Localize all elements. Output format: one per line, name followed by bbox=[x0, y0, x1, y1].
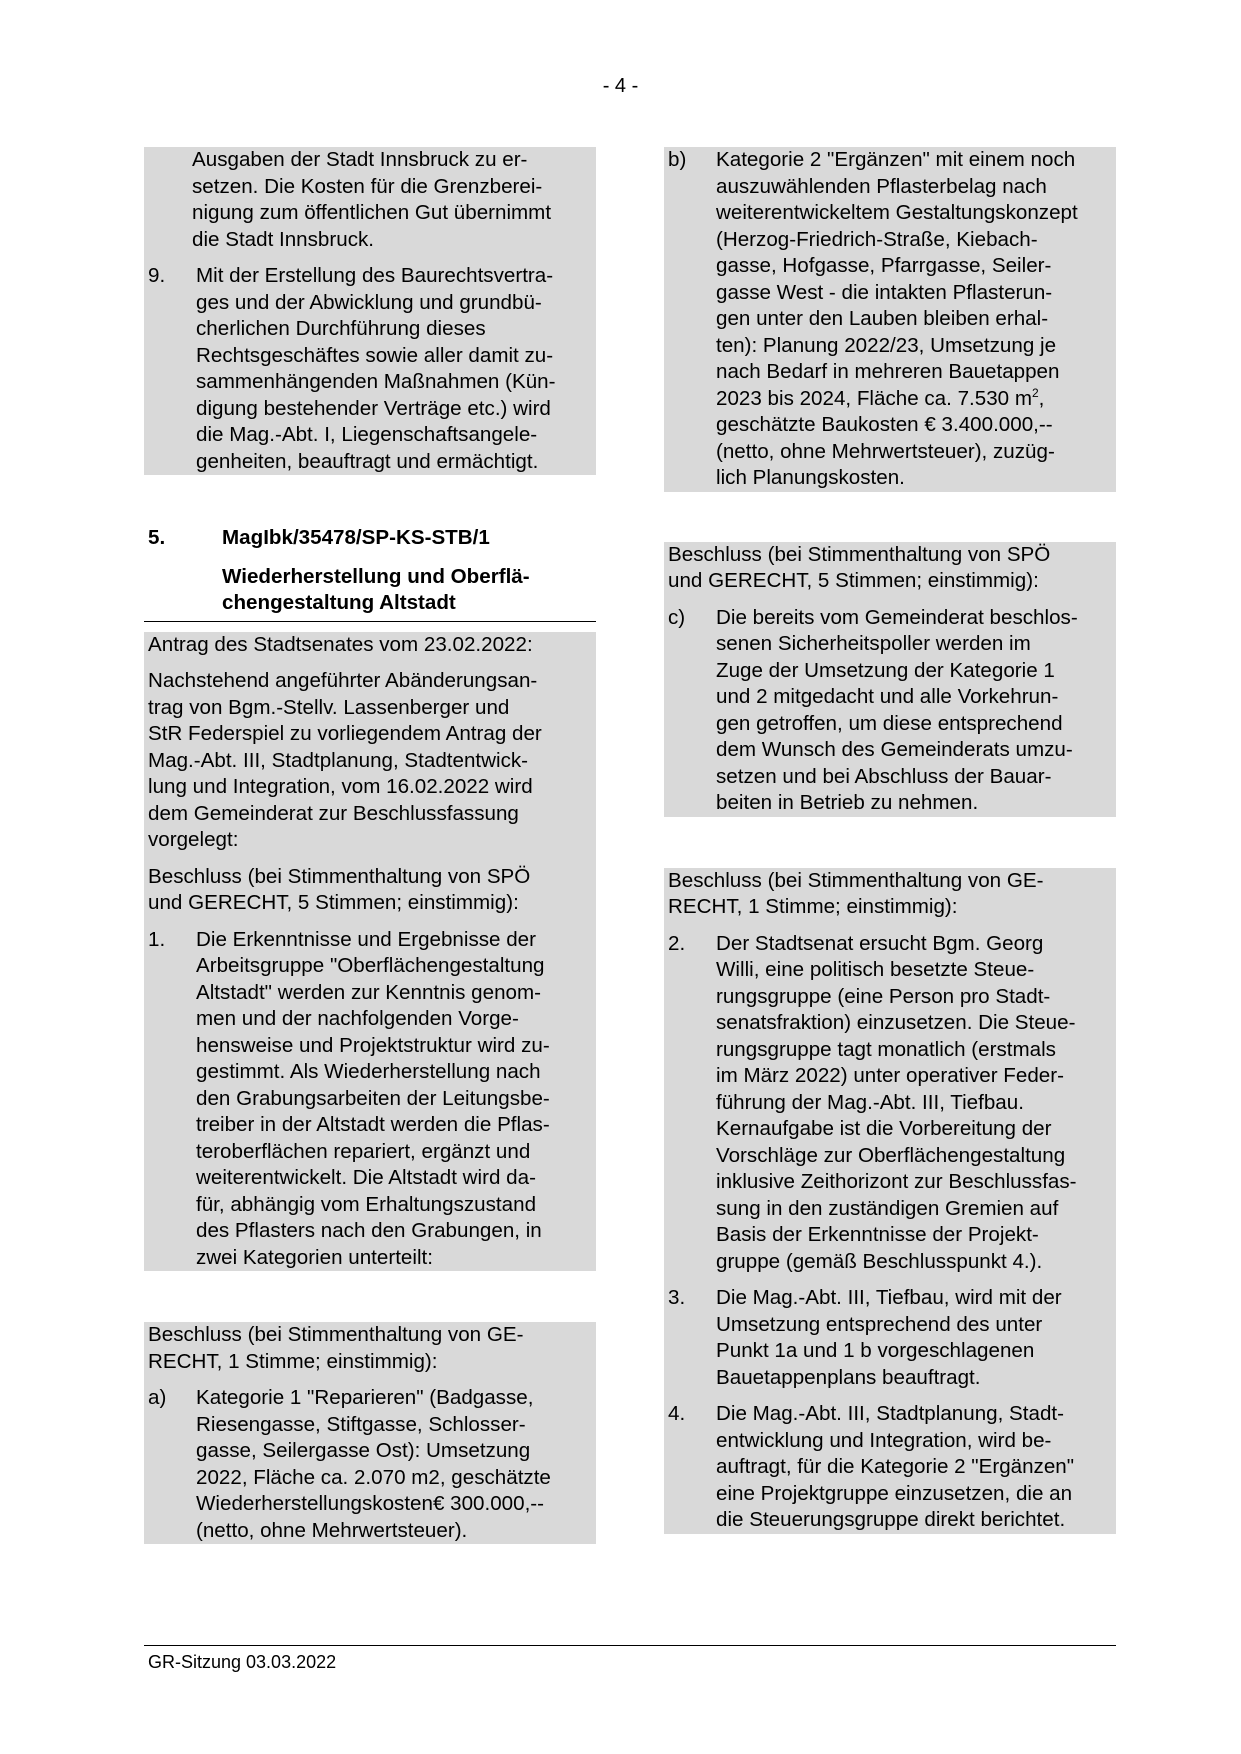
item-number: 9. bbox=[148, 264, 166, 287]
section-title bbox=[148, 564, 592, 617]
text-span: 2023 bis 2024, Fläche ca. 7.530 m bbox=[716, 386, 1032, 410]
text-line: gasse, Hofgasse, Pfarrgasse, Seiler- bbox=[716, 254, 1052, 277]
text-line: zwei Kategorien unterteilt: bbox=[196, 1245, 433, 1269]
text-line: auftragt, für die Kategorie 2 "Ergänzen" bbox=[716, 1455, 1075, 1478]
text-line: dem Gemeinderat zur Beschlussfassung bbox=[148, 801, 519, 825]
text-line: senatsfraktion) einzusetzen. Die Steue- bbox=[716, 1011, 1076, 1034]
page-number: - 4 - bbox=[602, 75, 639, 97]
text-line: und GERECHT, 5 Stimmen; einstimmig): bbox=[148, 891, 519, 914]
list-item-1 bbox=[144, 927, 596, 1272]
text-line: gruppe (gemäß Beschlusspunkt 4.). bbox=[716, 1249, 1043, 1273]
list-item-c bbox=[664, 605, 1116, 817]
text-line: den Grabungsarbeiten der Leitungsbe- bbox=[196, 1086, 550, 1110]
text-line: Altstadt" werden zur Kenntnis genom- bbox=[196, 980, 541, 1004]
text-line: senen Sicherheitspoller werden im bbox=[716, 632, 1031, 655]
text-line: Antrag des Stadtsenates vom 23.02.2022: bbox=[148, 632, 533, 656]
text-line: geschätzte Baukosten € 3.400.000,-- bbox=[716, 413, 1053, 436]
text-line: eine Projektgruppe einzusetzen, die an bbox=[716, 1481, 1073, 1505]
list-item-2 bbox=[664, 931, 1116, 1276]
text-line: dem Wunsch des Gemeinderats umzu- bbox=[716, 738, 1073, 761]
text-line: gasse West - die intakten Pflasterun- bbox=[716, 280, 1053, 304]
section-heading bbox=[144, 525, 596, 617]
text-line: RECHT, 1 Stimme; einstimmig): bbox=[668, 895, 958, 918]
text-line: gestimmt. Als Wiederherstellung nach bbox=[196, 1060, 541, 1083]
text-line: ten): Planung 2022/23, Umsetzung je bbox=[716, 333, 1057, 357]
text-line: Nachstehend angeführter Abänderungsan- bbox=[148, 669, 538, 692]
text-line: des Pflasters nach den Grabungen, in bbox=[196, 1219, 542, 1242]
right-column bbox=[664, 147, 1116, 1534]
text-line: (netto, ohne Mehrwertsteuer). bbox=[196, 1518, 468, 1542]
text-line: Die Erkenntnisse und Ergebnisse der bbox=[196, 927, 536, 951]
text-line: Willi, eine politisch besetzte Steue- bbox=[716, 958, 1035, 981]
text-line: Mit der Erstellung des Baurechtsvertra- bbox=[196, 264, 554, 287]
text-line: Arbeitsgruppe "Oberflächengestaltung bbox=[196, 954, 545, 977]
text-line: und GERECHT, 5 Stimmen; einstimmig): bbox=[668, 569, 1039, 592]
section-divider bbox=[144, 621, 596, 622]
footer-text: GR-Sitzung 03.03.2022 bbox=[148, 1652, 337, 1672]
text-line: Kernaufgabe ist die Vorbereitung der bbox=[716, 1117, 1052, 1140]
list-item-a bbox=[144, 1385, 596, 1544]
text-line: RECHT, 1 Stimme; einstimmig): bbox=[148, 1349, 438, 1373]
text-line: weiterentwickelt. Die Altstadt wird da- bbox=[196, 1166, 536, 1189]
beschluss-paragraph bbox=[664, 542, 1116, 605]
text-line: chengestaltung Altstadt bbox=[222, 591, 456, 614]
text-line: nach Bedarf in mehreren Bauetappen bbox=[716, 360, 1060, 383]
text-line: Beschluss (bei Stimmenthaltung von GE- bbox=[668, 868, 1044, 892]
text-line: die Stadt Innsbruck. bbox=[192, 227, 375, 251]
text-line: trag von Bgm.-Stellv. Lassenberger und bbox=[148, 695, 510, 719]
text-line: lung und Integration, vom 16.02.2022 wird bbox=[148, 775, 533, 798]
list-item-3 bbox=[664, 1285, 1116, 1391]
text-line: ges und der Abwicklung und grundbü- bbox=[196, 290, 542, 314]
text-line: Kategorie 2 "Ergänzen" mit einem noch bbox=[716, 148, 1076, 171]
text-line: Beschluss (bei Stimmenthaltung von SPÖ bbox=[668, 542, 1051, 566]
text-line: cherlichen Durchführung dieses bbox=[196, 317, 486, 340]
beschluss-paragraph bbox=[664, 868, 1116, 931]
text-line: entwicklung und Integration, wird be- bbox=[716, 1428, 1052, 1452]
text-line: 2022, Fläche ca. 2.070 m2, geschätzte bbox=[196, 1465, 551, 1489]
text-line: gen getroffen, um diese entsprechend bbox=[716, 711, 1063, 735]
section-code: MagIbk/35478/SP-KS-STB/1 bbox=[222, 526, 490, 549]
text-line: Punkt 1a und 1 b vorgeschlagenen bbox=[716, 1339, 1035, 1362]
text-line: inklusive Zeithorizont zur Beschlussfas- bbox=[716, 1170, 1077, 1193]
section-number: 5. bbox=[148, 526, 166, 549]
item-number: b) bbox=[668, 148, 687, 171]
text-line: (netto, ohne Mehrwertsteuer), zuzüg- bbox=[716, 439, 1055, 463]
text-line: Beschluss (bei Stimmenthaltung von GE- bbox=[148, 1323, 524, 1346]
text-line: Bauetappenplans beauftragt. bbox=[716, 1365, 981, 1389]
text-line: auszuwählenden Pflasterbelag nach bbox=[716, 174, 1047, 198]
text-line: Riesengasse, Stiftgasse, Schlosser- bbox=[196, 1412, 526, 1436]
text-line: men und der nachfolgenden Vorge- bbox=[196, 1007, 519, 1030]
text-line: rungsgruppe (eine Person pro Stadt- bbox=[716, 984, 1051, 1008]
text-line: Mag.-Abt. III, Stadtplanung, Stadtentwick- bbox=[148, 748, 529, 772]
antrag-paragraph bbox=[144, 632, 596, 927]
text-line: Beschluss (bei Stimmenthaltung von SPÖ bbox=[148, 864, 531, 888]
text-line: für, abhängig vom Erhaltungszustand bbox=[196, 1192, 537, 1216]
text-line: Die Mag.-Abt. III, Stadtplanung, Stadt- bbox=[716, 1402, 1064, 1425]
text-line: Vorschläge zur Oberflächengestaltung bbox=[716, 1143, 1066, 1167]
continuation-paragraph bbox=[144, 147, 596, 253]
text-line: Wiederherstellung und Oberflä- bbox=[222, 564, 530, 588]
text-line: setzen. Die Kosten für die Grenzberei- bbox=[192, 174, 543, 198]
text-line: sammenhängenden Maßnahmen (Kün- bbox=[196, 370, 556, 393]
text-line: treiber in der Altstadt werden die Pflas- bbox=[196, 1113, 550, 1136]
text-line: und 2 mitgedacht und alle Vorkehrun- bbox=[716, 685, 1059, 708]
text-line: (Herzog-Friedrich-Straße, Kiebach- bbox=[716, 227, 1038, 251]
text-line: im März 2022) unter operativer Feder- bbox=[716, 1064, 1064, 1087]
text-line: gasse, Seilergasse Ost): Umsetzung bbox=[196, 1439, 531, 1462]
text-span: , bbox=[1038, 386, 1045, 410]
item-number: 2. bbox=[668, 931, 686, 955]
text-line: rungsgruppe tagt monatlich (erstmals bbox=[716, 1037, 1056, 1061]
beschluss-paragraph bbox=[144, 1322, 596, 1385]
item-number: 3. bbox=[668, 1286, 686, 1309]
text-line: Die bereits vom Gemeinderat beschlos- bbox=[716, 605, 1078, 629]
text-line: hensweise und Projektstruktur wird zu- bbox=[196, 1033, 550, 1057]
item-number: 4. bbox=[668, 1402, 686, 1425]
text-line: Basis der Erkenntnisse der Projekt- bbox=[716, 1223, 1039, 1246]
footer-divider bbox=[144, 1645, 1116, 1646]
list-item-b bbox=[664, 147, 1116, 492]
text-line: sung in den zuständigen Gremien auf bbox=[716, 1196, 1059, 1220]
item-number: a) bbox=[148, 1386, 167, 1409]
text-line: Wiederherstellungskosten€ 300.000,-- bbox=[196, 1492, 545, 1515]
list-item-4 bbox=[664, 1401, 1116, 1534]
text-line: lich Planungskosten. bbox=[716, 466, 905, 489]
superscript: 2 bbox=[1031, 385, 1039, 400]
text-line bbox=[716, 386, 1112, 413]
text-line: teroberflächen repariert, ergänzt und bbox=[196, 1139, 531, 1163]
text-line: gen unter den Lauben bleiben erhal- bbox=[716, 307, 1049, 330]
text-line: weiterentwickeltem Gestaltungskonzept bbox=[716, 201, 1078, 224]
left-column bbox=[144, 147, 596, 1544]
text-line: Kategorie 1 "Reparieren" (Badgasse, bbox=[196, 1386, 534, 1409]
text-line: beiten in Betrieb zu nehmen. bbox=[716, 791, 979, 814]
text-line: führung der Mag.-Abt. III, Tiefbau. bbox=[716, 1090, 1024, 1114]
text-line: die Mag.-Abt. I, Liegenschaftsangele- bbox=[196, 423, 538, 446]
text-line: vorgelegt: bbox=[148, 828, 239, 851]
text-line: nigung zum öffentlichen Gut übernimmt bbox=[192, 201, 552, 224]
text-line: StR Federspiel zu vorliegendem Antrag der bbox=[148, 722, 542, 745]
text-line: Ausgaben der Stadt Innsbruck zu er- bbox=[192, 148, 528, 171]
item-number: 1. bbox=[148, 927, 166, 951]
text-line: Die Mag.-Abt. III, Tiefbau, wird mit der bbox=[716, 1286, 1062, 1309]
list-item-9 bbox=[144, 263, 596, 475]
text-line: digung bestehender Verträge etc.) wird bbox=[196, 396, 551, 420]
text-line: Zuge der Umsetzung der Kategorie 1 bbox=[716, 658, 1055, 682]
text-line: Der Stadtsenat ersucht Bgm. Georg bbox=[716, 931, 1044, 955]
text-line: genheiten, beauftragt und ermächtigt. bbox=[196, 449, 539, 473]
text-line: setzen und bei Abschluss der Bauar- bbox=[716, 764, 1052, 788]
text-line: Umsetzung entsprechend des unter bbox=[716, 1312, 1043, 1336]
text-line: Rechtsgeschäftes sowie aller damit zu- bbox=[196, 343, 554, 367]
text-line: die Steuerungsgruppe direkt berichtet. bbox=[716, 1508, 1066, 1531]
item-number: c) bbox=[668, 605, 686, 629]
